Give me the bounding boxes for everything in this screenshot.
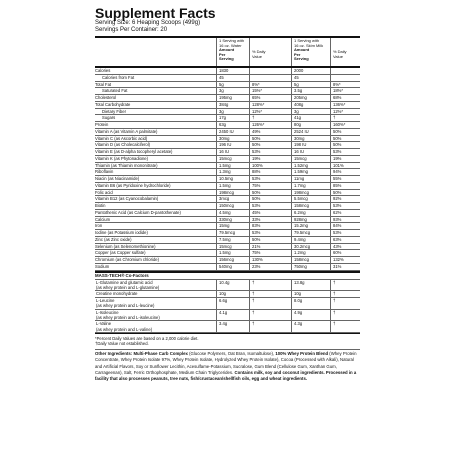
amount-milk: 10g bbox=[294, 291, 301, 297]
col2-dv-label: % Daily bbox=[333, 49, 347, 54]
amount-milk: 198mcg bbox=[294, 189, 309, 195]
dv-water: 100% bbox=[252, 162, 263, 168]
amount-milk: 6.2mg bbox=[294, 209, 306, 215]
amount-milk: 16 IU bbox=[294, 149, 305, 154]
dv-milk: 53% bbox=[333, 230, 342, 235]
nutrient-row bbox=[95, 190, 360, 197]
nutrient-row bbox=[95, 109, 360, 116]
dv-milk: 60% bbox=[333, 250, 342, 256]
co-factor-name: (as whey protein and L-isoleucine) bbox=[96, 314, 160, 320]
nutrient-name: Protein bbox=[95, 122, 109, 127]
dv-milk: 94% bbox=[333, 169, 342, 175]
nutrient-name: Sodium bbox=[95, 263, 110, 269]
dv-milk: † bbox=[333, 297, 336, 303]
panel-title: Supplement Facts bbox=[95, 5, 216, 21]
nutrient-row bbox=[95, 250, 360, 257]
nutrient-row bbox=[95, 129, 360, 136]
amount-milk: 2524 IU bbox=[294, 128, 309, 134]
nutrient-row bbox=[95, 223, 360, 230]
dv-milk: 84% bbox=[333, 223, 342, 229]
amount-milk: 80g bbox=[294, 122, 301, 127]
nutrient-name: Sugars bbox=[102, 115, 116, 121]
co-factor-name: L-Valine bbox=[96, 321, 112, 327]
dv-milk: † bbox=[333, 279, 336, 285]
co-factor-name: Creatine monohydrate bbox=[96, 291, 138, 297]
co-factor-row bbox=[95, 310, 360, 322]
dv-milk: 50% bbox=[333, 135, 342, 141]
amount-water: 150mcg bbox=[219, 203, 234, 208]
nutrient-name: Vitamin K (as Phytonadione) bbox=[95, 155, 148, 161]
nutrient-row bbox=[95, 210, 360, 217]
nutrient-row bbox=[95, 122, 360, 129]
dv-milk: 92% bbox=[333, 196, 342, 202]
amount-milk: 41g bbox=[294, 115, 301, 121]
dv-milk: 31% bbox=[333, 263, 342, 269]
dv-milk: 62% bbox=[333, 209, 342, 215]
footnote-not-established: †Daily Value not established. bbox=[95, 341, 149, 347]
dv-water: 53% bbox=[252, 149, 261, 154]
nutrient-row bbox=[95, 264, 360, 271]
co-factor-name: L-Glutamine and glutamic acid bbox=[96, 279, 153, 285]
dv-water: † bbox=[252, 309, 255, 315]
amount-water: 15mcg bbox=[219, 243, 232, 249]
dv-milk: 85% bbox=[333, 182, 342, 188]
dv-water: 53% bbox=[252, 176, 261, 181]
amount-water: 156mcg bbox=[219, 257, 234, 262]
amount-water: 15mcg bbox=[219, 155, 232, 161]
amount-water: 16 IU bbox=[219, 149, 230, 154]
nutrient-name: Biotin bbox=[95, 203, 106, 208]
dv-milk: 53% bbox=[333, 149, 342, 154]
other-ingredients bbox=[95, 349, 360, 382]
allergen-statement: Contains milk, soy and coconut ingredients. Processed in a facility that also processes peanuts, tree nuts, fish/crustacean/shellfish oils, egg and wheat ingredients. bbox=[95, 370, 357, 382]
nutrient-row bbox=[95, 244, 360, 251]
dv-milk: 18%* bbox=[333, 88, 344, 94]
dv-milk: 132% bbox=[333, 257, 344, 262]
dv-water: 65% bbox=[252, 95, 261, 100]
amount-water: 1830 bbox=[219, 68, 229, 73]
col1-serving-label: 1 Serving with bbox=[219, 38, 245, 43]
amount-milk: 1.52mg bbox=[294, 162, 308, 168]
co-factor-name: L-Leucine bbox=[96, 297, 115, 303]
ingredients-carb-complex: Multi-Phase Carb Complex bbox=[133, 351, 188, 357]
nutrient-name: Riboflavin bbox=[95, 169, 114, 175]
dv-water: 126%* bbox=[252, 122, 265, 127]
amount-water: 30mg bbox=[219, 135, 230, 141]
amount-water: 330mg bbox=[219, 216, 232, 222]
nutrient-name: Saturated Fat bbox=[102, 88, 128, 94]
nutrient-name: Vitamin B12 (as Cyanocobalamin) bbox=[95, 196, 159, 202]
nutrient-name: Vitamin A (as Vitamin A palmitate) bbox=[95, 128, 158, 134]
ingredients-whey-blend-detail: (Whey Protein Concentrate, Whey Protein Isolate 97%, Whey Protein Isolate, Hydrolyzed Whey Protein Isolate), Cocoa (Processed with Alkali), Natural and Artificial Flavors, Soy or Sunflower Lecithin, Acesulfame-Potassium, Sucralose, Gum Blend (Cellulose Gum, Xanthan Gum, Carrageenan), Salt, Ferric Orthophosphate, Medium Chain Triglycerides. bbox=[95, 351, 357, 376]
col1-dv-label-2: Value bbox=[252, 53, 262, 59]
amount-milk: 408g bbox=[294, 101, 304, 107]
amount-water: 5g bbox=[219, 81, 224, 87]
col1-per-label: Per bbox=[219, 51, 226, 57]
dv-water: 50% bbox=[252, 196, 261, 202]
nutrient-row bbox=[95, 136, 360, 143]
nutrient-name: Folic acid bbox=[95, 189, 113, 195]
amount-milk: 158mcg bbox=[294, 203, 309, 208]
nutrient-name: Cholesterol bbox=[95, 95, 117, 100]
dv-water: 49% bbox=[252, 128, 261, 134]
amount-milk: 8.0g bbox=[294, 297, 303, 303]
dv-milk: 19% bbox=[333, 155, 342, 161]
amount-milk: 45 bbox=[294, 74, 299, 80]
amount-water: 3.4g bbox=[219, 321, 228, 327]
nutrient-row bbox=[95, 142, 360, 149]
dv-water: 12%* bbox=[252, 108, 263, 114]
dv-milk: † bbox=[333, 309, 336, 315]
nutrient-row bbox=[95, 115, 360, 122]
amount-water: 10g bbox=[219, 291, 226, 297]
col2-dv-label-2: Value bbox=[333, 53, 343, 59]
col2-serving-label: 1 Serving with bbox=[294, 38, 320, 43]
mass-tech-title: MASS-TECH® Co-Factors bbox=[95, 273, 360, 280]
amount-water: 540mg bbox=[219, 263, 232, 269]
nutrient-name: Vitamin C (as Ascorbic acid) bbox=[95, 135, 148, 141]
nutrient-row bbox=[95, 163, 360, 170]
nutrient-name: Pantothenic Acid (as Calcium D-pantothenate) bbox=[95, 209, 181, 215]
dv-water: 19% bbox=[252, 155, 261, 161]
col1-dv-label: % Daily bbox=[252, 49, 266, 54]
nutrient-name: Calories bbox=[95, 68, 111, 73]
nutrient-row bbox=[95, 95, 360, 102]
nutrient-row bbox=[95, 257, 360, 264]
col2-serving-label-3: Serving bbox=[294, 56, 309, 61]
dv-water: 21% bbox=[252, 243, 261, 249]
nutrient-row bbox=[95, 88, 360, 95]
col1-amount-label: Amount bbox=[219, 47, 235, 52]
amount-milk: 750mg bbox=[294, 263, 307, 269]
col2-serving-label-2: 16 oz. Skim Milk bbox=[294, 42, 324, 48]
servings-per-container: Servings Per Container: 20 bbox=[95, 27, 168, 33]
co-factor-row bbox=[95, 298, 360, 310]
amount-water: 10.5mg bbox=[219, 176, 233, 181]
amount-water: 195mg bbox=[219, 95, 232, 100]
amount-water: 17g bbox=[219, 115, 226, 121]
nutrient-row bbox=[95, 82, 360, 89]
dv-milk: 53% bbox=[333, 203, 342, 208]
nutrient-row bbox=[95, 102, 360, 109]
nutrient-row bbox=[95, 196, 360, 203]
dv-water: 50% bbox=[252, 142, 261, 148]
amount-water: 1.5mg bbox=[219, 182, 231, 188]
dv-milk: 136%* bbox=[333, 101, 346, 107]
dv-water: 50% bbox=[252, 135, 261, 141]
amount-milk: 30.2mcg bbox=[294, 243, 311, 249]
nutrient-row bbox=[95, 169, 360, 176]
nutrient-row bbox=[95, 176, 360, 183]
dv-milk: 50% bbox=[333, 189, 342, 195]
dv-water: 53% bbox=[252, 203, 261, 208]
amount-milk: 2000 bbox=[294, 68, 304, 73]
dv-milk: 55% bbox=[333, 176, 342, 181]
amount-milk: 9.4mg bbox=[294, 236, 306, 242]
col1-serving-label-3: Serving bbox=[219, 56, 234, 61]
nutrient-name: Selenium (as Selenomethionine) bbox=[95, 243, 156, 249]
nutrient-table bbox=[95, 68, 360, 271]
amount-milk: 158mcg bbox=[294, 257, 309, 262]
dv-milk: 43% bbox=[333, 243, 342, 249]
amount-water: 2450 IU bbox=[219, 128, 234, 134]
nutrient-name: Dietary Fiber bbox=[102, 108, 126, 114]
nutrient-row bbox=[95, 156, 360, 163]
amount-milk: 11mg bbox=[294, 176, 305, 181]
nutrient-name: Niacin (as Niacinamide) bbox=[95, 176, 140, 181]
amount-milk: 30mg bbox=[294, 135, 305, 141]
co-factor-name: (as whey protein and L-leucine) bbox=[96, 303, 155, 309]
footnotes bbox=[95, 336, 360, 346]
dv-water: 53% bbox=[252, 230, 261, 235]
nutrient-row bbox=[95, 203, 360, 210]
nutrient-row bbox=[95, 183, 360, 190]
dv-milk: † bbox=[333, 321, 336, 327]
dv-milk: 101% bbox=[333, 162, 344, 168]
dv-water: 75% bbox=[252, 250, 261, 256]
amount-milk: 5.5mcg bbox=[294, 196, 308, 202]
amount-milk: 198 IU bbox=[294, 142, 307, 148]
co-factor-row bbox=[95, 321, 360, 333]
ingredients-carb-complex-detail: (Glucose Polymers, Oat Bran, Isomaltulose), bbox=[187, 351, 275, 357]
footnote-daily-value: *Percent Daily Values are based on a 2,000 calorie diet. bbox=[95, 336, 199, 342]
amount-milk: 5g bbox=[294, 81, 299, 87]
nutrient-row bbox=[95, 237, 360, 244]
dv-milk: 50% bbox=[333, 128, 342, 134]
dv-water: 83% bbox=[252, 223, 261, 229]
dv-water: † bbox=[252, 291, 255, 297]
serving-size: Serving Size: 6 Heaping Scoops (499g) bbox=[95, 20, 201, 26]
nutrient-row bbox=[95, 230, 360, 237]
amount-water: 1.3mg bbox=[219, 169, 231, 175]
mass-tech-table bbox=[95, 280, 360, 334]
dv-milk: 68% bbox=[333, 95, 342, 100]
dv-water: 88% bbox=[252, 169, 261, 175]
dv-water: † bbox=[252, 115, 255, 121]
dv-water: 33% bbox=[252, 216, 261, 222]
nutrient-row bbox=[95, 75, 360, 82]
amount-water: 63g bbox=[219, 122, 226, 127]
dv-water: 50% bbox=[252, 189, 261, 195]
amount-water: 10.4g bbox=[219, 279, 230, 285]
amount-milk: 79.5mcg bbox=[294, 230, 311, 235]
amount-water: 198mcg bbox=[219, 189, 234, 195]
nutrient-row bbox=[95, 149, 360, 156]
amount-water: 4.1g bbox=[219, 309, 228, 315]
dv-water: † bbox=[252, 321, 255, 327]
dv-water: † bbox=[252, 297, 255, 303]
amount-milk: 4.3g bbox=[294, 321, 303, 327]
column-header bbox=[95, 36, 360, 66]
amount-water: 3g bbox=[219, 88, 224, 94]
dv-milk: 160%* bbox=[333, 122, 346, 127]
amount-milk: 1.2mg bbox=[294, 250, 306, 256]
nutrient-name: Iodine (as Potassium iodide) bbox=[95, 230, 148, 235]
dv-milk: 93% bbox=[333, 216, 342, 222]
col2-per-label: Per bbox=[294, 51, 301, 57]
amount-water: 45 bbox=[219, 74, 224, 80]
amount-milk: 15mcg bbox=[294, 155, 307, 161]
amount-milk: 4.9g bbox=[294, 309, 303, 315]
amount-water: 7.5mg bbox=[219, 236, 231, 242]
table-bottom-rule bbox=[95, 333, 360, 334]
dv-milk: 50% bbox=[333, 142, 342, 148]
amount-water: 384g bbox=[219, 101, 229, 107]
amount-water: 1.5mg bbox=[219, 250, 231, 256]
nutrient-name: Thiamin (as Thiamin mononitrate) bbox=[95, 162, 158, 168]
nutrient-name: Vitamin D (as Cholecalciferol) bbox=[95, 142, 151, 148]
dv-water: 128%* bbox=[252, 101, 265, 107]
nutrient-name: Vitamin E (as D-alpha tocopheryl acetate) bbox=[95, 149, 173, 154]
dv-water: † bbox=[252, 279, 255, 285]
co-factor-name: (as whey protein and L-valine) bbox=[96, 326, 153, 332]
dv-water: 15%* bbox=[252, 88, 263, 94]
amount-water: 6.6g bbox=[219, 297, 228, 303]
co-factor-name: (as whey protein and L-glutamine) bbox=[96, 284, 160, 290]
amount-milk: 1.7mg bbox=[294, 182, 306, 188]
amount-milk: 928mg bbox=[294, 216, 307, 222]
dv-water: 23% bbox=[252, 263, 261, 269]
amount-milk: 3.5g bbox=[294, 88, 303, 94]
amount-water: 196 IU bbox=[219, 142, 232, 148]
col1-serving-label-2: 16 oz. Water bbox=[219, 42, 242, 48]
amount-water: 15mg bbox=[219, 223, 230, 229]
dv-milk: † bbox=[333, 115, 336, 121]
dv-milk: 12%* bbox=[333, 108, 344, 114]
nutrient-row bbox=[95, 68, 360, 75]
amount-water: 1.5mg bbox=[219, 162, 231, 168]
col2-amount-label: Amount bbox=[294, 47, 310, 52]
amount-water: 79.5mcg bbox=[219, 230, 236, 235]
nutrient-name: Iron bbox=[95, 223, 103, 229]
amount-milk: 13.8g bbox=[294, 279, 305, 285]
amount-milk: 3g bbox=[294, 108, 299, 114]
dv-milk: 63% bbox=[333, 236, 342, 242]
nutrient-name: Vitamin B6 (as Pyridoxine hydrochloride) bbox=[95, 182, 171, 188]
ingredients-label: Other Ingredients: bbox=[95, 351, 133, 357]
nutrient-name: Zinc (as Zinc oxide) bbox=[95, 236, 132, 242]
dv-water: 130% bbox=[252, 257, 263, 262]
dv-milk: † bbox=[333, 291, 336, 297]
supplement-facts-panel bbox=[95, 6, 360, 446]
nutrient-name: Copper (as Copper sulfate) bbox=[95, 250, 146, 256]
nutrient-row bbox=[95, 217, 360, 224]
co-factor-row bbox=[95, 280, 360, 292]
amount-milk: 1.59mg bbox=[294, 169, 308, 175]
dv-water: 8%* bbox=[252, 81, 260, 87]
nutrient-name: Total Carbohydrate bbox=[95, 101, 131, 107]
nutrient-name: Total Fat bbox=[95, 81, 112, 87]
amount-milk: 205mg bbox=[294, 95, 307, 100]
nutrient-name: Chromium (as Chromium chloride) bbox=[95, 257, 159, 262]
amount-water: 3g bbox=[219, 108, 224, 114]
dv-water: 50% bbox=[252, 236, 261, 242]
amount-water: 3mcg bbox=[219, 196, 230, 202]
ingredients-whey-blend: 100% Whey Protein Blend bbox=[275, 351, 329, 357]
co-factor-name: L-Isoleucine bbox=[96, 309, 119, 315]
amount-milk: 15.2mg bbox=[294, 223, 308, 229]
amount-water: 4.5mg bbox=[219, 209, 231, 215]
dv-water: 45% bbox=[252, 209, 261, 215]
nutrient-name: Calcium bbox=[95, 216, 111, 222]
nutrient-name: Calories from Fat bbox=[102, 74, 135, 80]
dv-milk: 8%* bbox=[333, 81, 341, 87]
dv-water: 75% bbox=[252, 182, 261, 188]
